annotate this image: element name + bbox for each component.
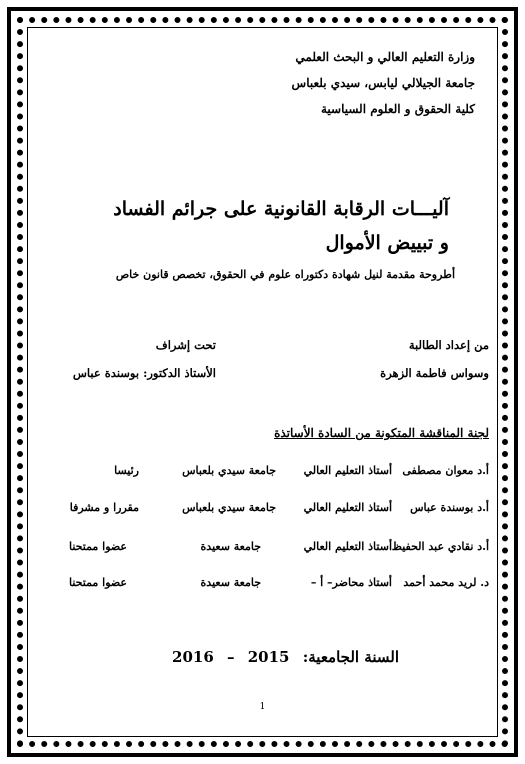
academic-year <box>164 648 399 666</box>
ministry-name: وزارة التعليم العالي و البحث العلمي <box>295 50 475 64</box>
thesis-title-line1: آليـــات الرقابة القانونية على جرائم الفساد <box>113 198 449 220</box>
member-rank: أستاذ محاضر– أ – <box>310 576 392 589</box>
student-name: وسواس فاطمة الزهرة <box>380 366 489 380</box>
committee-member-row <box>36 464 489 484</box>
member-name: د. لريد محمد أحمد <box>403 576 489 589</box>
academic-year-label: السنة الجامعية: <box>302 648 399 666</box>
member-name: أ.د معوان مصطفى <box>402 464 489 477</box>
member-role: رئيسا <box>114 464 139 477</box>
member-name: أ.د نقادي عبد الحفيظ <box>391 540 489 553</box>
member-rank: أستاذ التعليم العالي <box>303 540 392 553</box>
member-name: أ.د بوسندة عباس <box>410 501 489 514</box>
member-institution: جامعة سعيدة <box>200 576 261 589</box>
title-page <box>36 36 489 726</box>
page-number: 1 <box>259 702 266 712</box>
committee-member-row <box>36 576 489 596</box>
committee-heading: لجنة المناقشة المتكونة من السادة الأساتذة <box>274 426 489 440</box>
member-institution: جامعة سيدي بلعباس <box>182 501 276 514</box>
academic-year-start: 2015 <box>247 648 290 666</box>
academic-year-end: 2016 <box>172 648 214 666</box>
committee-member-row <box>36 501 489 521</box>
member-institution: جامعة سعيدة <box>200 540 261 553</box>
academic-year-dash: – <box>227 648 235 666</box>
prepared-by-label: من إعداد الطالبة <box>408 338 489 352</box>
university-name: جامعة الجيلالي ليابس، سيدي بلعباس <box>291 76 475 90</box>
thesis-subtitle: أطروحة مقدمة لنيل شهادة دكتوراه علوم في الحقوق، تخصص قانون خاص <box>115 268 455 281</box>
member-role: عضوا ممتحنا <box>68 576 127 589</box>
faculty-name: كلية الحقوق و العلوم السياسية <box>320 102 475 116</box>
member-role: عضوا ممتحنا <box>68 540 127 553</box>
committee-member-row <box>36 540 489 560</box>
member-role: مقررا و مشرفا <box>69 501 139 514</box>
member-rank: أستاذ التعليم العالي <box>303 501 392 514</box>
supervisor-name: الأستاذ الدكتور: بوسندة عباس <box>72 366 216 380</box>
member-rank: أستاذ التعليم العالي <box>303 464 392 477</box>
thesis-title-line2: و تبييض الأموال <box>325 232 449 254</box>
supervision-label: تحت إشراف <box>155 338 216 352</box>
member-institution: جامعة سيدي بلعباس <box>182 464 276 477</box>
